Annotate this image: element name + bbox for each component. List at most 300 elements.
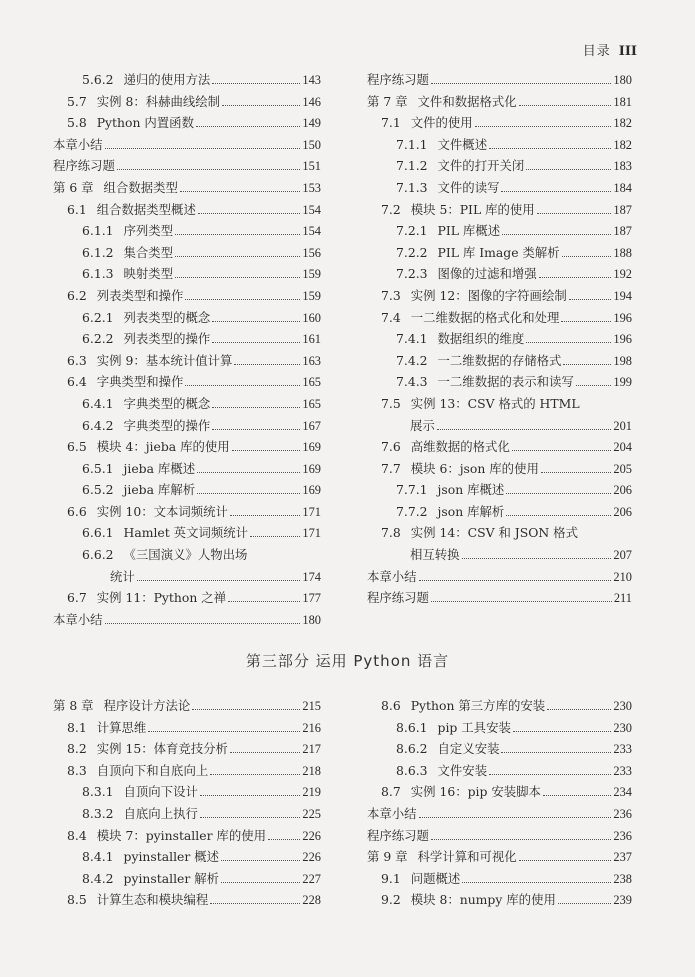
toc-entry-title: 问题概述 (410, 870, 461, 886)
toc-entry-page: 215 (302, 699, 321, 713)
toc-entry-page: 163 (302, 353, 321, 368)
toc-entry (53, 371, 321, 393)
toc-entry-title: Python 第三方库的安装 (410, 698, 546, 713)
toc-leader-dots (197, 472, 300, 473)
toc-entry-title: 一二维数据的存储格式 (437, 352, 562, 368)
toc-entry (53, 242, 321, 264)
toc-entry (367, 69, 632, 91)
toc-entry-page: 225 (302, 806, 321, 821)
toc-leader-dots (105, 623, 301, 624)
toc-entry-page: 171 (302, 504, 321, 519)
toc-entry-title: 科学计算和可视化 (417, 849, 517, 865)
header-page-number: III (618, 44, 637, 59)
toc-leader-dots (212, 83, 300, 84)
toc-entry-number: 6.1.3 (82, 266, 114, 282)
toc-entry-page: 143 (302, 73, 321, 87)
toc-leader-dots (462, 882, 611, 883)
toc-entry-title: 图像的过滤和增强 (437, 266, 537, 282)
toc-entry (53, 738, 321, 760)
toc-entry (367, 285, 632, 307)
toc-leader-dots (431, 839, 611, 840)
toc-entry-page: 174 (302, 569, 321, 584)
toc-entry-number: 8.3 (67, 762, 87, 778)
toc-leader-dots (475, 126, 612, 127)
toc-entry (53, 846, 321, 868)
toc-entry-number: 7.2.1 (396, 223, 428, 239)
toc-entry-number: 6.4.1 (82, 395, 114, 411)
toc-entry (53, 522, 321, 544)
toc-entry (367, 328, 632, 350)
toc-entry (53, 69, 321, 91)
toc-entry (367, 134, 632, 156)
toc-entry-number: 6.2 (67, 287, 87, 303)
toc-entry-page: 149 (302, 116, 321, 131)
toc-entry (53, 479, 321, 501)
toc-entry (367, 112, 632, 134)
toc-entry-title: 一二维数据的表示和读写 (437, 374, 574, 390)
toc-entry-title: 字典类型的操作 (123, 417, 211, 433)
toc-entry-number: 7.1.3 (396, 179, 428, 195)
toc-leader-dots (212, 429, 300, 430)
toc-entry-number: 6.5 (67, 439, 87, 455)
toc-entry-title: 程序练习题 (367, 827, 429, 843)
toc-entry-page: 217 (302, 742, 321, 757)
toc-leader-dots (222, 105, 300, 106)
toc-leader-dots (197, 493, 300, 494)
toc-entry-number: 7.4 (381, 309, 401, 325)
toc-entry-number: 7.4.3 (396, 374, 428, 390)
toc-leader-dots (558, 903, 612, 904)
toc-entry-page: 226 (302, 828, 321, 843)
toc-entry (367, 760, 632, 782)
toc-entry-title: 计算思维 (96, 719, 147, 735)
toc-entry (367, 415, 632, 437)
toc-entry-number: 第 8 章 (53, 698, 94, 713)
header-title: 目录 (582, 44, 611, 59)
toc-entry (53, 803, 321, 825)
toc-entry-page: 206 (613, 504, 632, 519)
toc-leader-dots (537, 213, 612, 214)
toc-entry-page: 226 (302, 850, 321, 865)
toc-entry-page: 230 (613, 699, 632, 713)
toc-leader-dots (513, 731, 612, 732)
toc-entry (367, 738, 632, 760)
toc-entry-title: json 库概述 (437, 482, 505, 498)
toc-entry-number: 9.1 (381, 870, 401, 886)
toc-leader-dots (569, 299, 612, 300)
toc-entry-title: 程序设计方法论 (103, 698, 191, 713)
toc-entry (53, 717, 321, 739)
toc-entry-page: 169 (302, 440, 321, 455)
toc-entry-page: 154 (302, 224, 321, 239)
toc-entry-number: 8.6.1 (396, 719, 428, 735)
toc-entry (53, 760, 321, 782)
toc-leader-dots (547, 709, 611, 710)
toc-entry-title: 相互转换 (410, 547, 460, 563)
toc-entry (367, 695, 632, 717)
toc-entry-title: 自顶向下设计 (123, 784, 198, 800)
toc-leader-dots (250, 536, 300, 537)
toc-entry-title: 程序练习题 (367, 590, 429, 606)
toc-entry-number: 7.4.1 (396, 331, 428, 347)
toc-entry (53, 825, 321, 847)
toc-leader-dots (212, 342, 300, 343)
toc-leader-dots (501, 752, 611, 753)
toc-entry (53, 350, 321, 372)
toc-leader-dots (117, 169, 300, 170)
toc-entry-title: 一二维数据的格式化和处理 (410, 309, 560, 325)
toc-entry-number: 7.1.1 (396, 136, 428, 152)
toc-entry-title: 高维数据的格式化 (410, 439, 510, 455)
toc-entry-title: 模块 6：json 库的使用 (410, 460, 539, 476)
toc-leader-dots (539, 277, 612, 278)
toc-entry-title: jieba 库概述 (123, 460, 196, 476)
toc-entry-title: PIL 库概述 (437, 223, 501, 239)
toc-entry-number: 8.1 (67, 719, 87, 735)
toc-entry-page: 182 (613, 137, 632, 152)
toc-entry-page: 169 (302, 483, 321, 498)
toc-entry-title: 字典类型的概念 (123, 395, 211, 411)
toc-entry-page: 181 (613, 94, 632, 109)
toc-entry-title: 程序练习题 (53, 158, 115, 174)
toc-leader-dots (230, 515, 300, 516)
toc-entry (367, 587, 632, 609)
toc-entry-number: 7.2.3 (396, 266, 428, 282)
toc-entry-title: Hamlet 英文词频统计 (123, 525, 249, 541)
toc-leader-dots (431, 83, 611, 84)
toc-entry-title: 组合数据类型 (103, 179, 178, 195)
toc-entry-title: 字典类型和操作 (96, 374, 184, 390)
toc-entry-page: 165 (302, 375, 321, 390)
toc-leader-dots (185, 385, 300, 386)
toc-entry-number: 6.2.1 (82, 309, 114, 325)
toc-entry-page: 211 (613, 591, 632, 606)
toc-entry (367, 91, 632, 113)
toc-column-top-left (53, 69, 321, 630)
toc-entry-page: 146 (302, 94, 321, 109)
toc-entry-page: 237 (613, 850, 632, 865)
toc-entry-title: 统计 (110, 568, 135, 584)
toc-leader-dots (210, 774, 300, 775)
toc-entry (53, 285, 321, 307)
toc-entry-title: Python 内置函数 (96, 115, 194, 131)
toc-entry (53, 609, 321, 631)
toc-leader-dots (526, 169, 611, 170)
toc-entry (367, 350, 632, 372)
toc-entry-number: 6.6 (67, 503, 87, 519)
toc-entry-page: 201 (613, 418, 632, 433)
toc-entry (367, 544, 632, 566)
toc-entry-number: 7.2 (381, 201, 401, 217)
toc-leader-dots (541, 472, 612, 473)
toc-entry (367, 393, 632, 415)
toc-entry (367, 825, 632, 847)
toc-entry-number: 7.7.2 (396, 503, 428, 519)
toc-entry-number: 6.3 (67, 352, 87, 368)
toc-entry-title: 实例 15：体育竞技分析 (96, 741, 228, 757)
toc-leader-dots (501, 191, 611, 192)
toc-entry (367, 846, 632, 868)
toc-entry-title: 计算生态和模块编程 (96, 892, 209, 908)
toc-entry-page: 165 (302, 396, 321, 411)
toc-entry-number: 8.6.2 (396, 741, 428, 757)
toc-entry-number: 7.5 (381, 395, 401, 411)
toc-entry-page: 156 (302, 245, 321, 260)
toc-entry-page: 206 (613, 483, 632, 498)
toc-entry-page: 228 (302, 893, 321, 908)
toc-leader-dots (232, 450, 301, 451)
toc-leader-dots (562, 256, 612, 257)
toc-entry (53, 695, 321, 717)
toc-entry-page: 233 (613, 742, 632, 757)
toc-entry-number: 6.5.1 (82, 460, 114, 476)
toc-entry-title: 递归的使用方法 (123, 72, 211, 87)
toc-entry-number: 第 7 章 (367, 93, 408, 109)
toc-leader-dots (230, 752, 300, 753)
toc-entry (53, 501, 321, 523)
toc-leader-dots (526, 342, 611, 343)
toc-entry-page: 183 (613, 159, 632, 174)
toc-entry (367, 371, 632, 393)
toc-entry-number: 6.7 (67, 590, 87, 606)
toc-entry-title: 文件和数据格式化 (417, 93, 517, 109)
toc-entry-title: 列表类型的操作 (123, 331, 211, 347)
toc-entry-title: 模块 7：pyinstaller 库的使用 (96, 827, 266, 843)
toc-entry (367, 781, 632, 803)
toc-entry (53, 436, 321, 458)
toc-entry-page: 161 (302, 332, 321, 347)
toc-entry-number: 8.4.1 (82, 849, 114, 865)
toc-entry-page: 230 (613, 720, 632, 735)
toc-entry (367, 155, 632, 177)
toc-entry-page: 159 (302, 288, 321, 303)
toc-entry (53, 328, 321, 350)
toc-leader-dots (221, 882, 300, 883)
toc-entry (367, 458, 632, 480)
toc-entry-title: 文件的读写 (437, 179, 500, 195)
toc-entry (367, 263, 632, 285)
toc-entry-number: 6.1.2 (82, 244, 114, 260)
toc-entry-title: 集合类型 (123, 244, 174, 260)
toc-entry-page: 180 (613, 73, 632, 87)
toc-entry (367, 803, 632, 825)
toc-entry-page: 236 (613, 828, 632, 843)
toc-leader-dots (200, 795, 301, 796)
toc-entry-title: 文件概述 (437, 136, 488, 152)
toc-entry-page: 219 (302, 785, 321, 800)
toc-entry-title: 实例 8：科赫曲线绘制 (96, 93, 221, 109)
toc-leader-dots (419, 580, 612, 581)
toc-entry (53, 263, 321, 285)
toc-entry-page: 239 (613, 893, 632, 908)
toc-leader-dots (431, 601, 612, 602)
toc-entry-number: 8.6.3 (396, 762, 428, 778)
toc-entry-page: 154 (302, 202, 321, 217)
toc-entry-title: 展示 (410, 417, 435, 433)
toc-entry (367, 566, 632, 588)
toc-entry (53, 393, 321, 415)
toc-entry-number: 6.5.2 (82, 482, 114, 498)
toc-entry-number: 6.4 (67, 374, 87, 390)
toc-leader-dots (506, 515, 611, 516)
toc-entry (53, 566, 321, 588)
toc-entry-title: 映射类型 (123, 266, 174, 282)
toc-entry-number: 7.1.2 (396, 158, 428, 174)
toc-leader-dots (221, 860, 300, 861)
toc-entry-number: 第 9 章 (367, 849, 408, 865)
toc-entry-page: 167 (302, 418, 321, 433)
toc-leader-dots (419, 817, 612, 818)
toc-entry (367, 479, 632, 501)
toc-leader-dots (185, 299, 300, 300)
toc-entry (367, 501, 632, 523)
toc-entry-number: 5.6.2 (82, 72, 114, 87)
toc-entry-number: 7.7 (381, 460, 401, 476)
toc-leader-dots (519, 860, 612, 861)
toc-entry-number: 7.3 (381, 287, 401, 303)
toc-entry-title: 本章小结 (53, 611, 103, 627)
toc-entry (367, 199, 632, 221)
toc-leader-dots (175, 277, 300, 278)
toc-entry-title: 实例 13：CSV 格式的 HTML (410, 395, 580, 411)
toc-column-top-right (367, 69, 632, 609)
toc-entry-page: 151 (302, 159, 321, 174)
section-title: 第三部分 运用 Python 语言 (245, 652, 450, 670)
toc-entry-title: 模块 5：PIL 库的使用 (410, 201, 535, 217)
toc-leader-dots (180, 191, 301, 192)
toc-entry (367, 522, 632, 544)
toc-entry-number: 7.4.2 (396, 352, 428, 368)
toc-entry (53, 112, 321, 134)
toc-entry (53, 307, 321, 329)
toc-entry-number: 6.6.1 (82, 525, 114, 541)
toc-entry-page: 184 (613, 180, 632, 195)
toc-entry-page: 238 (613, 871, 632, 886)
toc-entry-page: 216 (302, 720, 321, 735)
toc-leader-dots (210, 903, 300, 904)
toc-entry-page: 192 (613, 267, 632, 282)
toc-leader-dots (228, 601, 300, 602)
toc-entry-number: 7.6 (381, 439, 401, 455)
toc-entry-title: 列表类型和操作 (96, 287, 184, 303)
toc-entry-number: 8.3.2 (82, 805, 114, 821)
toc-leader-dots (198, 213, 301, 214)
toc-entry-number: 6.4.2 (82, 417, 114, 433)
toc-leader-dots (489, 774, 611, 775)
toc-entry-title: 实例 12：图像的字符画绘制 (410, 287, 567, 303)
toc-entry (53, 415, 321, 437)
toc-leader-dots (489, 148, 611, 149)
toc-entry (53, 868, 321, 890)
toc-leader-dots (148, 731, 300, 732)
toc-entry-title: 自顶向下和自底向上 (96, 762, 209, 778)
toc-column-bottom-left (53, 695, 321, 911)
toc-leader-dots (196, 126, 300, 127)
toc-entry-page: 171 (302, 526, 321, 541)
toc-leader-dots (192, 709, 300, 710)
toc-leader-dots (137, 580, 301, 581)
toc-entry-title: 模块 4：jieba 库的使用 (96, 439, 230, 455)
toc-entry-number: 7.7.1 (396, 482, 428, 498)
toc-entry-page: 210 (613, 569, 632, 584)
toc-entry (367, 717, 632, 739)
toc-entry-number: 7.2.2 (396, 244, 428, 260)
toc-leader-dots (576, 385, 612, 386)
toc-entry (367, 868, 632, 890)
toc-entry-title: 自底向上执行 (123, 805, 198, 821)
toc-entry (53, 199, 321, 221)
toc-entry-page: 227 (302, 871, 321, 886)
toc-leader-dots (512, 450, 612, 451)
toc-entry-title: 文件安装 (437, 762, 488, 778)
toc-entry-title: json 库解析 (437, 503, 505, 519)
toc-entry-title: 文件的打开关闭 (437, 158, 525, 174)
toc-leader-dots (462, 558, 612, 559)
toc-entry (367, 889, 632, 911)
toc-leader-dots (561, 321, 611, 322)
toc-entry (53, 155, 321, 177)
toc-entry (367, 220, 632, 242)
toc-entry-title: 列表类型的概念 (123, 309, 211, 325)
toc-entry-title: 实例 16：pip 安装脚本 (410, 784, 541, 800)
toc-leader-dots (175, 256, 300, 257)
toc-entry (53, 220, 321, 242)
toc-entry (53, 177, 321, 199)
toc-entry (367, 242, 632, 264)
toc-entry-number: 7.8 (381, 525, 401, 541)
toc-leader-dots (212, 407, 300, 408)
toc-entry-page: 236 (613, 806, 632, 821)
toc-entry-number: 第 6 章 (53, 179, 94, 195)
toc-leader-dots (506, 493, 611, 494)
toc-leader-dots (105, 148, 301, 149)
toc-entry-page: 177 (302, 591, 321, 606)
toc-entry-page: 196 (613, 332, 632, 347)
toc-entry-title: 程序练习题 (367, 72, 429, 87)
toc-entry-number: 5.7 (67, 93, 87, 109)
toc-entry-page: 194 (613, 288, 632, 303)
toc-entry-title: 实例 9：基本统计值计算 (96, 352, 233, 368)
toc-entry-title: 本章小结 (367, 568, 417, 584)
toc-entry-title: pip 工具安装 (437, 719, 511, 735)
toc-entry (53, 587, 321, 609)
toc-entry-page: 207 (613, 548, 632, 563)
toc-entry-number: 6.1 (67, 201, 87, 217)
toc-entry-title: 实例 11：Python 之禅 (96, 590, 227, 606)
toc-leader-dots (502, 234, 611, 235)
toc-entry-number: 9.2 (381, 892, 401, 908)
toc-entry-number: 8.5 (67, 892, 87, 908)
toc-entry-page: 159 (302, 267, 321, 282)
toc-entry-number: 8.6 (381, 698, 401, 713)
toc-entry-page: 153 (302, 180, 321, 195)
toc-entry-title: 组合数据类型概述 (96, 201, 196, 217)
toc-entry (53, 544, 321, 566)
toc-entry-title: 文件的使用 (410, 115, 473, 131)
toc-entry-title: 自定义安装 (437, 741, 500, 757)
toc-entry-number: 8.3.1 (82, 784, 114, 800)
toc-entry (53, 781, 321, 803)
toc-entry-number: 8.7 (381, 784, 401, 800)
toc-entry-page: 187 (613, 224, 632, 239)
toc-entry-page: 234 (613, 785, 632, 800)
page-header (583, 40, 637, 59)
toc-entry-title: 模块 8：numpy 库的使用 (410, 892, 556, 908)
toc-entry-page: 187 (613, 202, 632, 217)
toc-entry-page: 199 (613, 375, 632, 390)
toc-entry-title: 数据组织的维度 (437, 331, 525, 347)
toc-entry-page: 180 (302, 612, 321, 627)
